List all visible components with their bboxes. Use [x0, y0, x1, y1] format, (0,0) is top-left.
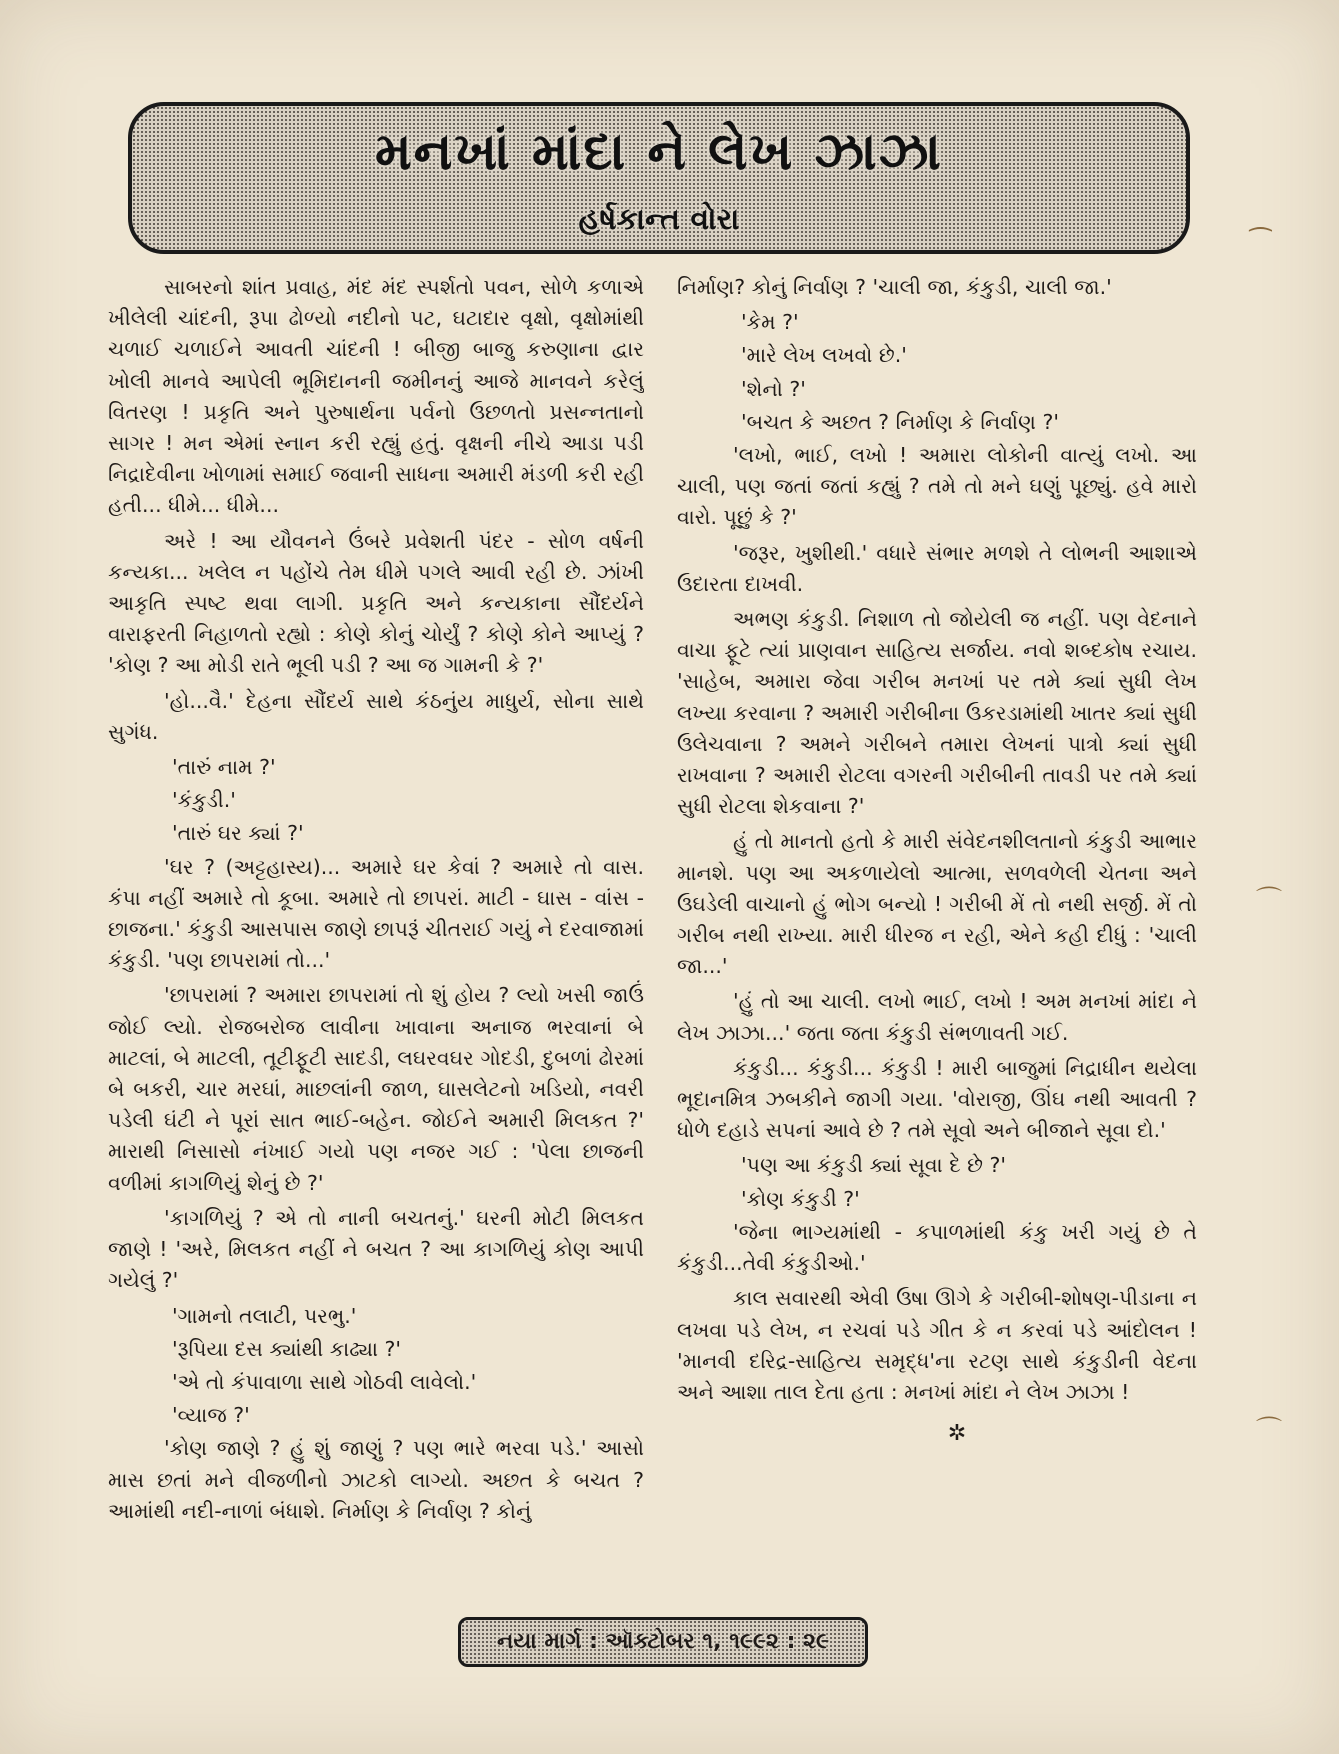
footer-text: નયા માર્ગ : ઑક્ટોબર ૧, ૧૯૯૨ : ૨૯ [497, 1629, 829, 1654]
paper-stain-icon: ⌒ [1256, 886, 1283, 916]
paragraph: અભણ કંકુડી. નિશાળ તો જોયેલી જ નહીં. પણ વેદનાને વાચા ફૂટે ત્યાં પ્રાણવાન સાહિત્ય સર્જાય. નવો શબ્દકોષ રચાય. 'સાહેબ, અમારા જેવા ગરીબ મનખાં પર તમે ક્યાં સુધી લેખ લખ્યા કરવાના ? અમારી ગરીબીના ઉકરડામાંથી ખાતર ક્યાં સુધી ઉલેચવાના ? અમને ગરીબને તમારા લેખનાં પાત્રો ક્યાં સુધી રાખવાના ? અમારી રોટલા વગરની ગરીબીની તાવડી પર તમે ક્યાં સુધી રોટલા શેકવાના ?' [677, 607, 1197, 819]
paper-stain-icon: ⌒ [1256, 1416, 1283, 1446]
dialogue-line: 'બચત કે અછત ? નિર્માણ કે નિર્વાણ ?' [741, 409, 1059, 434]
dialogue-line: 'રૂપિયા દસ ક્યાંથી કાઢ્યા ?' [172, 1336, 402, 1361]
dialogue-line: 'કેમ ?' [741, 310, 799, 335]
paragraph: હું તો માનતો હતો કે મારી સંવેદનશીલતાનો કંકુડી આભાર માનશે. પણ આ અકળાયેલો આત્મા, સળવળેલી ચેતના અને ઉઘડેલી વાચાનો હું ભોગ બન્યો ! ગરીબી મેં તો નથી સર્જી. મેં તો ગરીબ નથી રાખ્યા. મારી ધીરજ ન રહી, એને કહી દીધું : 'ચાલી જા...' [677, 829, 1197, 979]
right-column [677, 272, 1197, 1582]
dialogue-line: 'ગામનો તલાટી, પરભુ.' [172, 1303, 357, 1328]
paragraph: કાલ સવારથી એવી ઉષા ઊગે કે ગરીબી-શોષણ-પીડાના ન લખવા પડે લેખ, ન રચવાં પડે ગીત કે ન કરવાં પડે આંદોલન ! 'માનવી દરિદ્ર-સાહિત્ય સમૃદ્ધ'ના રટણ સાથે કંકુડીની વેદના અને આશા તાલ દેતા હતા : મનખાં માંદા ને લેખ ઝાઝા ! [677, 1286, 1197, 1404]
dialogue-line: 'મારે લેખ લખવો છે.' [741, 343, 907, 368]
dialogue-line: 'શેનો ?' [741, 376, 806, 401]
dialogue-line: 'તારું નામ ?' [172, 755, 276, 780]
dialogue-line: 'પણ આ કંકુડી ક્યાં સૂવા દે છે ?' [741, 1153, 1007, 1178]
paragraph: 'કોણ જાણે ? હું શું જાણું ? પણ ભારે ભરવા પડે.' આસો માસ છતાં મને વીજળીનો ઝાટકો લાગ્યો. અછત કે બચત ? આમાંથી નદી-નાળાં બંધાશે. નિર્માણ કે નિર્વાણ ? કોનું [108, 1436, 644, 1523]
paragraph: 'હો...વૈ.' દેહના સૌંદર્ય સાથે કંઠનુંય માધુર્ય, સોના સાથે સુગંધ. [108, 688, 644, 744]
paper-stain-icon: ⁀ [1250, 228, 1271, 258]
article-title: મનખાં માંદા ને લેખ ઝાઝા [374, 122, 944, 182]
dialogue-line: 'કોણ કંકુડી ?' [741, 1186, 860, 1211]
paragraph: 'જરૂર, ખુશીથી.' વધારે સંભાર મળશે તે લોભની આશાએ ઉદારતા દાખવી. [677, 540, 1197, 596]
page-footer [458, 1617, 868, 1667]
paragraph: નિર્માણ? કોનું નિર્વાણ ? 'ચાલી જા, કંકુડી, ચાલી જા.' [677, 275, 1112, 299]
left-column [108, 272, 644, 1582]
dialogue-line: 'કંકુડી.' [172, 788, 236, 813]
paragraph: કંકુડી... કંકુડી... કંકુડી ! મારી બાજુમાં નિદ્રાધીન થયેલા ભૂદાનમિત્ર ઝબકીને જાગી ગયા. 'વોરાજી, ઊંઘ નથી આવતી ? ધોળે દહાડે સપનાં આવે છે ? તમે સૂવો અને બીજાને સૂવા દો.' [677, 1055, 1197, 1143]
author-name: હર્ષકાન્ત વોરા [578, 202, 740, 237]
paragraph: સાબરનો શાંત પ્રવાહ, મંદ મંદ સ્પર્શતો પવન, સોળે કળાએ ખીલેલી ચાંદની, રૂપા ઢોળ્યો નદીનો પટ, ઘટાદાર વૃક્ષો, વૃક્ષોમાંથી ચળાઈ ચળાઈને આવતી ચાંદની ! બીજી બાજુ કરુણાના દ્વાર ખોલી માનવે આપેલી ભૂમિદાનની જમીનનું આજે માનવને કરેલું વિતરણ ! પ્રકૃતિ અને પુરુષાર્થના પર્વનો ઉછળતો પ્રસન્નતાનો સાગર ! મન એમાં સ્નાન કરી રહ્યું હતું. વૃક્ષની નીચે આડા પડી નિદ્રાદેવીના ખોળામાં સમાઈ જવાની સાધના અમારી મંડળી કરી રહી હતી... ધીમે... ધીમે... [108, 275, 644, 518]
dialogue-line: 'તારું ઘર ક્યાં ?' [172, 821, 304, 846]
title-banner [128, 102, 1190, 254]
paragraph: 'છાપરામાં ? અમારા છાપરામાં તો શું હોય ? લ્યો ખસી જાઉં જોઈ લ્યો. રોજબરોજ લાવીના ખાવાના અનાજ ભરવાનાં બે માટલાં, બે માટલી, તૂટીફૂટી સાદડી, લઘરવઘર ગોદડી, દુબળાં ઢોરમાં બે બકરી, ચાર મરઘાં, માછલાંની જાળ, ઘાસલેટનો ખડિયો, નવરી પડેલી ઘંટી ને પૂરાં સાત ભાઈ-બહેન. જોઈને અમારી મિલકત ?' મારાથી નિસાસો નંખાઈ ગયો પણ નજર ગઈ : 'પેલા છાજની વળીમાં કાગળિયું શેનું છે ?' [108, 983, 644, 1195]
paragraph: 'લખો, ભાઈ, લખો ! અમારા લોકોની વાત્યું લખો. આ ચાલી, પણ જતાં જતાં કહ્યું ? તમે તો મને ઘણું પૂછ્યું. હવે મારો વારો. પૂછું કે ?' [677, 443, 1197, 530]
paragraph: 'જેના ભાગ્યમાંથી - કપાળમાંથી કંકુ ખરી ગયું છે તે કંકુડી...તેવી કંકુડીઓ.' [677, 1219, 1197, 1276]
dialogue-line: 'વ્યાજ ?' [172, 1403, 250, 1428]
end-ornament-icon: ✲ [947, 1421, 967, 1447]
paragraph: અરે ! આ યૌવનને ઉંબરે પ્રવેશતી પંદર - સોળ વર્ષની કન્યકા... ખલેલ ન પહોંચે તેમ ધીમે પગલે આવી રહી છે. ઝાંખી આકૃતિ સ્પષ્ટ થવા લાગી. પ્રકૃતિ અને કન્યકાના સૌંદર્યને વારાફરતી નિહાળતો રહ્યો : કોણે કોનું ચોર્યું ? કોણે કોને આપ્યું ? 'કોણ ? આ મોડી રાતે ભૂલી પડી ? આ જ ગામની કે ?' [108, 528, 644, 678]
paragraph: 'ઘર ? (અટ્ટહાસ્ય)... અમારે ઘર કેવાં ? અમારે તો વાસ. કંપા નહીં અમારે તો કૂબા. અમારે તો છાપરાં. માટી - ઘાસ - વાંસ - છાજના.' કંકુડી આસપાસ જાણે છાપરૂં ચીતરાઈ ગયું ને દરવાજામાં કંકુડી. 'પણ છાપરામાં તો...' [108, 854, 644, 973]
dialogue-line: 'એ તો કંપાવાળા સાથે ગોઠવી લાવેલો.' [172, 1369, 477, 1394]
paragraph: 'હું તો આ ચાલી. લખો ભાઈ, લખો ! અમ મનખાં માંદા ને લેખ ઝાઝા...' જતા જતા કંકુડી સંભળાવતી ગઈ. [677, 989, 1197, 1045]
paragraph: 'કાગળિયું ? એ તો નાની બચતનું.' ઘરની મોટી મિલકત જાણે ! 'અરે, મિલકત નહીં ને બચત ? આ કાગળિયું કોણ આપી ગયેલું ?' [108, 1205, 644, 1293]
